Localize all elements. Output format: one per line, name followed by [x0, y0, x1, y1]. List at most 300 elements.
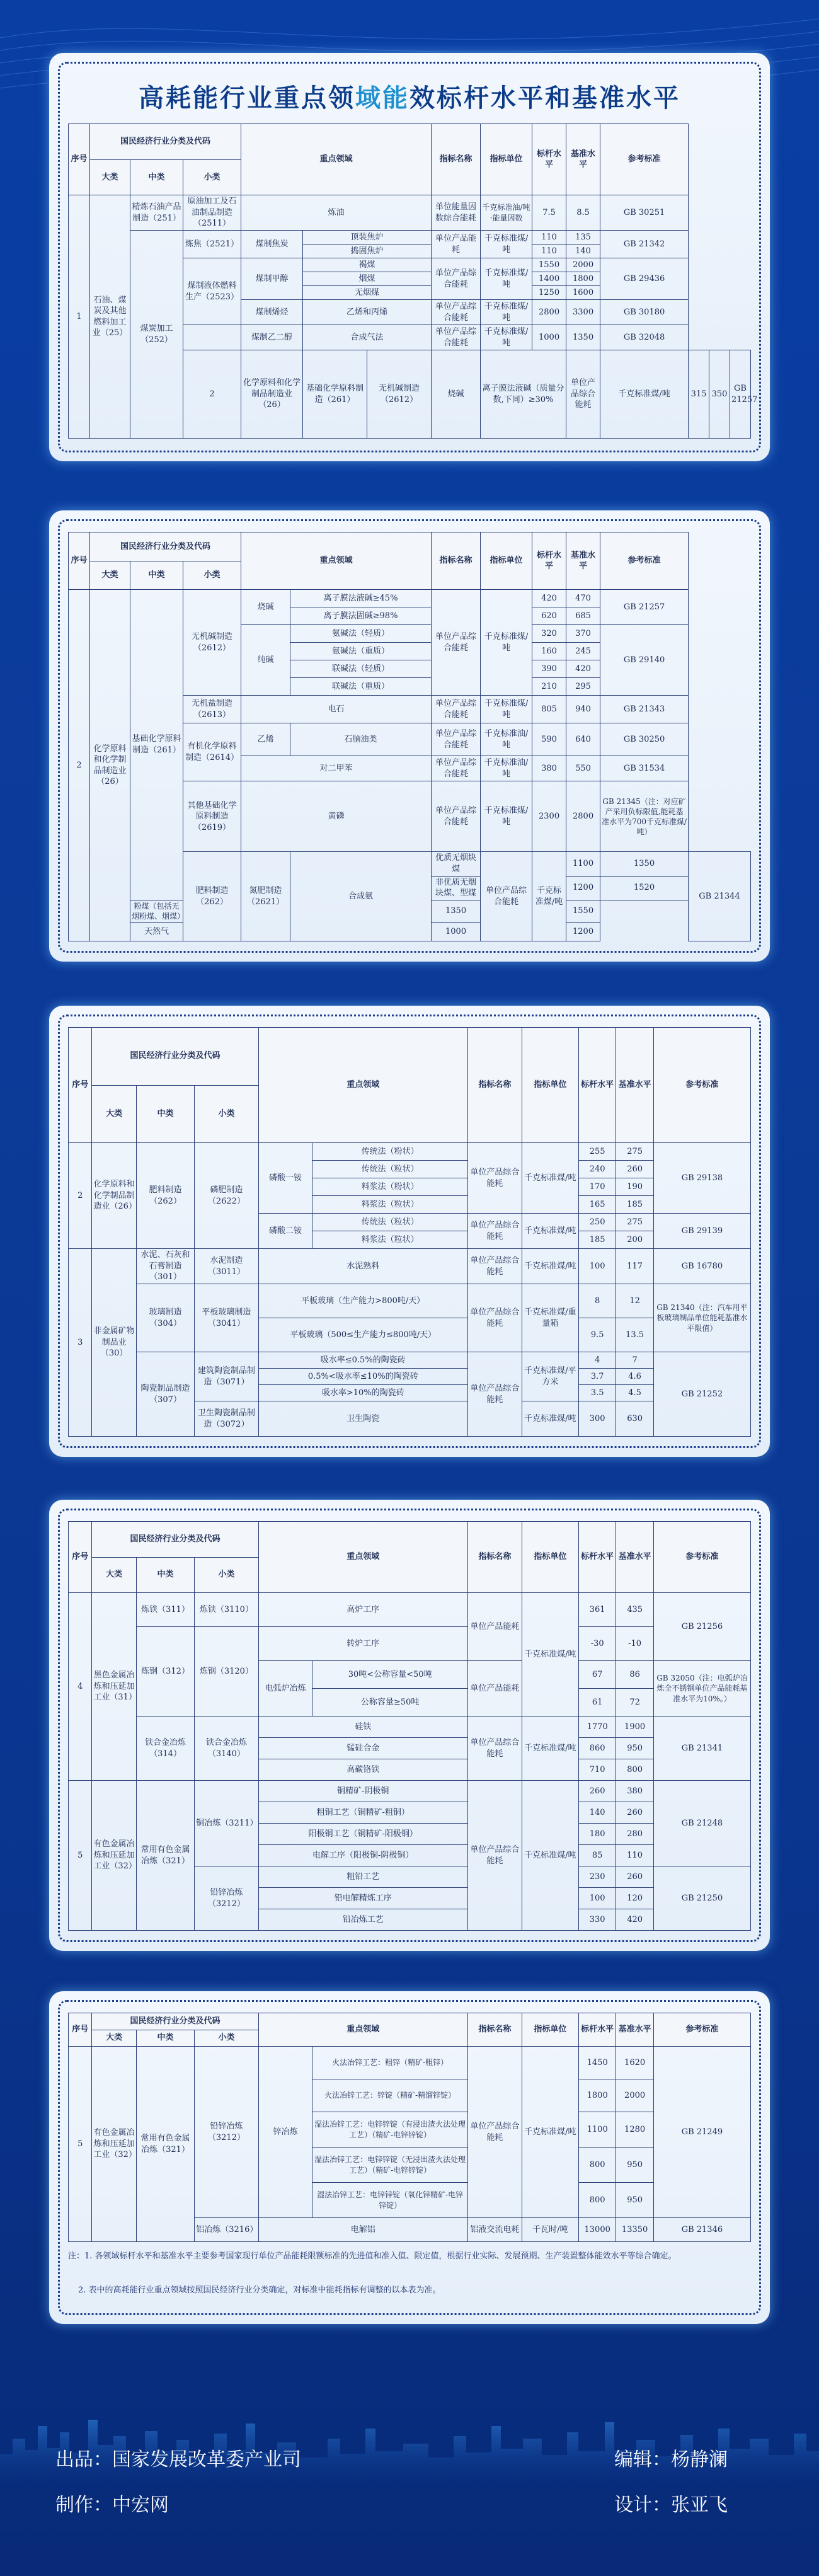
header-std: 参考标准 — [653, 1522, 750, 1593]
table-cell: 950 — [616, 1738, 653, 1759]
table-cell: 805 — [532, 696, 566, 723]
table-cell: 肥料制造（262） — [183, 852, 241, 941]
table-cell: 单位能量因数综合能耗 — [432, 195, 481, 231]
header-minor: 小类 — [183, 159, 241, 195]
table-cell: 煤制甲醇 — [241, 258, 303, 300]
table-cell: 1550 — [532, 258, 566, 272]
table-cell: 无机盐制造（2613） — [183, 696, 241, 723]
table-cell: 平板玻璃（生产能力>800吨/天） — [258, 1284, 467, 1318]
table-cell: 黑色金属冶炼和压延加工业（31） — [92, 1593, 136, 1781]
table-cell: 13000 — [578, 2218, 616, 2242]
table-cell: 117 — [616, 1249, 653, 1284]
header-minor: 小类 — [183, 561, 241, 590]
table-cell: 单位产品综合能耗 — [432, 300, 481, 325]
table-cell: 单位产品综合能耗 — [467, 2047, 522, 2218]
header-bench: 标杆水平 — [578, 1028, 616, 1143]
table-cell: GB 21257 — [730, 350, 751, 439]
table-cell: 粉煤（包括无烟粉煤、烟煤） — [130, 900, 183, 922]
table-cell: 炼焦（2521） — [183, 231, 241, 258]
table-cell: 顶装焦炉 — [303, 231, 432, 244]
table-cell: 合成气法 — [303, 325, 432, 350]
table-cell: 1350 — [600, 852, 689, 876]
table-cell: 捣固焦炉 — [303, 244, 432, 258]
header-econ: 国民经济行业分类及代码 — [90, 124, 241, 160]
table-cell: 单位产品综合能耗 — [432, 756, 481, 781]
table-cell: 160 — [532, 643, 566, 660]
table-cell: 非金属矿物制品业（30） — [92, 1249, 136, 1437]
table-cell: 630 — [616, 1401, 653, 1437]
table-cell: 炼铁（3110） — [195, 1593, 258, 1627]
header-major: 大类 — [92, 1085, 136, 1143]
table-cell: 湿法冶锌工艺：电锌锌锭（无浸出渣火法处理工艺）（精矿-电锌锌锭） — [312, 2148, 468, 2183]
table-cell: 1450 — [578, 2047, 616, 2079]
header-econ: 国民经济行业分类及代码 — [90, 532, 241, 561]
table-cell: 单位产品能耗 — [467, 1593, 522, 1661]
header-seq: 序号 — [69, 532, 90, 590]
table-cell: GB 21252 — [653, 1352, 750, 1437]
table-cell: 烟煤 — [303, 272, 432, 286]
table-cell: 单位产品综合能耗 — [467, 1716, 522, 1781]
table-cell: 传统法（粒状） — [312, 1214, 468, 1231]
table-cell: 吸水率>10%的陶瓷砖 — [258, 1385, 467, 1401]
table-cell: 1770 — [578, 1716, 616, 1738]
table-cell: 乙烯和丙烯 — [303, 300, 432, 325]
table-cell: 940 — [566, 696, 600, 723]
table-cell: 铅锌冶炼（3212） — [195, 2047, 258, 2218]
table-cell: 200 — [616, 1231, 653, 1249]
table-cell: 470 — [566, 590, 600, 607]
table-cell: 天然气 — [130, 923, 183, 941]
header-seq: 序号 — [69, 1522, 92, 1593]
header-indicator: 指标名称 — [467, 1522, 522, 1593]
table-cell: 110 — [616, 1845, 653, 1866]
table-cell: 常用有色金属冶炼（321） — [136, 1781, 194, 1931]
table-cell: 单位产品综合能耗 — [467, 1143, 522, 1214]
table-cell: 水泥、石灰和石膏制造（301） — [136, 1249, 194, 1284]
table-cell: 卫生陶瓷 — [258, 1401, 467, 1437]
header-major: 大类 — [92, 1557, 136, 1593]
table-cell: GB 21257 — [600, 590, 689, 625]
table-cell: 1800 — [566, 272, 600, 286]
benchmark-table-5 — [68, 2013, 751, 2242]
table-cell: 磷酸二铵 — [258, 1214, 312, 1249]
table-cell: 石脑油类 — [290, 723, 432, 756]
table-cell: 390 — [532, 660, 566, 678]
table-cell: GB 21249 — [653, 2047, 750, 2218]
table-cell: 620 — [532, 607, 566, 625]
table-cell: 炼钢（3120） — [195, 1627, 258, 1716]
table-cell: 千克标准煤/吨 — [522, 1143, 578, 1214]
table-cell: 非优质无烟块煤、型煤 — [432, 876, 481, 900]
table-cell: 传统法（粒状） — [312, 1161, 468, 1178]
table-cell: 1250 — [532, 286, 566, 300]
table-cell: 千克标准煤/吨 — [481, 300, 532, 325]
table-cell: 千克标准煤/吨 — [522, 1593, 578, 1716]
header-major: 大类 — [90, 159, 130, 195]
table-cell: 湿法冶锌工艺：电锌锌锭（有浸出渣火法处理工艺）（精矿-电锌锌锭） — [312, 2112, 468, 2148]
table-cell: 435 — [616, 1593, 653, 1627]
table-cell: 280 — [616, 1824, 653, 1845]
header-mid: 中类 — [136, 1085, 194, 1143]
header-mid: 中类 — [130, 561, 183, 590]
header-minor: 小类 — [195, 2030, 258, 2047]
table-cell: GB 21248 — [653, 1781, 750, 1866]
table-cell: 210 — [532, 678, 566, 696]
table-cell: 无机碱制造（2612） — [367, 350, 432, 439]
table-cell: 230 — [578, 1866, 616, 1888]
table-cell: 330 — [578, 1909, 616, 1931]
header-unit: 指标单位 — [522, 2013, 578, 2047]
table-cell: 铁合金冶炼（3140） — [195, 1716, 258, 1781]
table-cell: 1280 — [616, 2112, 653, 2148]
table-cell: 185 — [578, 1231, 616, 1249]
table-cell: GB 30250 — [600, 723, 689, 756]
table-cell: 磷酸一铵 — [258, 1143, 312, 1214]
table-cell: 860 — [578, 1738, 616, 1759]
table-cell: 420 — [566, 660, 600, 678]
header-field: 重点领域 — [258, 2013, 467, 2047]
table-cell: 转炉工序 — [258, 1627, 467, 1661]
table-cell: 煤炭加工（252） — [130, 231, 183, 439]
table-cell: 2 — [69, 1143, 92, 1249]
table-cell: 吸水率≤0.5%的陶瓷砖 — [258, 1352, 467, 1369]
table-cell: 有色金属冶炼和压延加工业（32） — [92, 1781, 136, 1931]
header-econ: 国民经济行业分类及代码 — [92, 1522, 258, 1558]
table-cell: 传统法（粉状） — [312, 1143, 468, 1161]
table-cell: 常用有色金属冶炼（321） — [136, 2047, 194, 2242]
table-cell: 卫生陶瓷制品制造（3072） — [195, 1401, 258, 1437]
table-cell: 铝液交流电耗 — [467, 2218, 522, 2242]
table-cell: 锌冶炼 — [258, 2047, 312, 2218]
header-std: 参考标准 — [653, 2013, 750, 2047]
table-cell: 有色金属冶炼和压延加工业（32） — [92, 2047, 136, 2242]
table-cell: 275 — [616, 1143, 653, 1161]
header-bench: 标杆水平 — [578, 1522, 616, 1593]
table-cell: 电解工序（阳极铜-阴极铜） — [258, 1845, 467, 1866]
table-cell: 单位产品能耗 — [467, 1661, 522, 1716]
header-base: 基准水平 — [566, 532, 600, 590]
table-cell: 1200 — [566, 876, 600, 900]
footnote-1: 注：1. 各领域标杆水平和基准水平主要参考国家现行单位产品能耗限额标准的先进值和准入值、限定值，根据行业实际、发展预期、生产装置整体能效水平等综合确定。 — [68, 2251, 677, 2261]
table-cell: 590 — [532, 723, 566, 756]
table-cell: 2800 — [532, 300, 566, 325]
table-cell: 1620 — [616, 2047, 653, 2079]
table-cell: GB 21342 — [600, 231, 689, 258]
table-cell: 110 — [532, 244, 566, 258]
table-panel-4 — [49, 1500, 770, 1951]
table-cell: 8 — [578, 1284, 616, 1318]
table-cell: 千克标准煤/吨 — [522, 1781, 578, 1931]
table-cell: 240 — [578, 1161, 616, 1178]
benchmark-table-3 — [68, 1027, 751, 1437]
header-minor: 小类 — [195, 1557, 258, 1593]
header-econ: 国民经济行业分类及代码 — [92, 2013, 258, 2030]
table-cell: 420 — [616, 1909, 653, 1931]
header-indicator: 指标名称 — [432, 532, 481, 590]
table-cell: 260 — [616, 1802, 653, 1824]
table-cell: GB 21346 — [653, 2218, 750, 2242]
header-bench: 标杆水平 — [532, 532, 566, 590]
table-cell: 单位产品综合能耗 — [566, 350, 600, 439]
header-econ: 国民经济行业分类及代码 — [92, 1028, 258, 1086]
table-cell: 3300 — [566, 300, 600, 325]
table-cell: 13.5 — [616, 1318, 653, 1352]
table-cell: 140 — [566, 244, 600, 258]
header-mid: 中类 — [130, 159, 183, 195]
table-cell: 2 — [69, 590, 90, 941]
table-cell: GB 21344 — [689, 852, 751, 941]
table-cell: 铅电解精炼工序 — [258, 1888, 467, 1909]
table-cell: 640 — [566, 723, 600, 756]
table-panel-5 — [49, 1991, 770, 2324]
header-std: 参考标准 — [600, 124, 689, 195]
table-cell: 电弧炉冶炼 — [258, 1661, 312, 1716]
table-cell: 千克标准油/吨 — [481, 723, 532, 756]
header-indicator: 指标名称 — [467, 1028, 522, 1143]
table-cell: 千克标准煤/吨 — [522, 1214, 578, 1249]
table-cell: GB 30251 — [600, 195, 689, 231]
table-cell: 粗铅工艺 — [258, 1866, 467, 1888]
table-cell: 67 — [578, 1661, 616, 1689]
table-cell: 千克标准煤/重量箱 — [522, 1284, 578, 1352]
table-cell: 165 — [578, 1196, 616, 1214]
table-cell: 合成氨 — [290, 852, 432, 941]
table-cell: 800 — [578, 2183, 616, 2218]
table-cell: 86 — [616, 1661, 653, 1689]
table-cell: 千克标准煤/吨 — [481, 231, 532, 258]
table-cell: 无烟煤 — [303, 286, 432, 300]
table-cell: 千瓦时/吨 — [522, 2218, 578, 2242]
table-cell: 对二甲苯 — [241, 756, 432, 781]
table-cell: 陶瓷制品制造（307） — [136, 1352, 194, 1437]
table-cell: 粗铜工艺（铜精矿-粗铜） — [258, 1802, 467, 1824]
header-base: 基准水平 — [616, 1028, 653, 1143]
benchmark-table-1 — [68, 124, 758, 439]
table-cell: GB 29138 — [653, 1143, 750, 1214]
table-cell: 1350 — [432, 900, 481, 922]
table-cell: GB 16780 — [653, 1249, 750, 1284]
table-cell: 千克标准煤/吨 — [481, 590, 532, 696]
table-cell: 铅冶炼工艺 — [258, 1909, 467, 1931]
header-field: 重点领域 — [241, 532, 432, 590]
table-cell: 平板玻璃制造（3041） — [195, 1284, 258, 1352]
table-cell: 煤制乙二醇 — [241, 325, 303, 350]
table-cell: 基础化学原料制造（261） — [130, 590, 183, 900]
table-cell: 275 — [616, 1214, 653, 1231]
table-cell: 乙烯 — [241, 723, 290, 756]
table-cell: 炼油 — [241, 195, 432, 231]
table-cell: 千克标准煤/吨 — [522, 1249, 578, 1284]
table-cell: 370 — [566, 625, 600, 643]
table-cell: 315 — [689, 350, 709, 439]
table-cell: 1550 — [566, 900, 600, 922]
credit-editor: 编辑：杨静澜 — [614, 2449, 728, 2471]
header-unit: 指标单位 — [481, 124, 532, 195]
table-cell: 单位产品综合能耗 — [467, 1284, 522, 1352]
table-cell: GB 21340（注：汽车用平板玻璃制品单位能耗基准水平限值） — [653, 1284, 750, 1352]
credit-source: 出品：国家发展改革委产业司 — [55, 2449, 301, 2471]
benchmark-table-4 — [68, 1521, 751, 1931]
table-cell: 电石 — [241, 696, 432, 723]
table-cell: 110 — [532, 231, 566, 244]
table-cell: 铜冶炼（3211） — [195, 1781, 258, 1866]
header-unit: 指标单位 — [522, 1028, 578, 1143]
table-cell: 1000 — [532, 325, 566, 350]
table-cell: 千克标准煤/吨 — [481, 325, 532, 350]
table-cell: 化学原料和化学制品制造业（26） — [241, 350, 303, 439]
table-cell: 精炼石油产品制造（251） — [130, 195, 183, 231]
table-cell: 千克标准煤/吨 — [600, 350, 689, 439]
table-cell: 烧碱 — [432, 350, 481, 439]
header-seq: 序号 — [69, 1028, 92, 1143]
table-cell: 水泥制造（3011） — [195, 1249, 258, 1284]
table-cell: 建筑陶瓷制品制造（3071） — [195, 1352, 258, 1401]
table-cell: 炼钢（312） — [136, 1627, 194, 1716]
table-cell: 料浆法（粒状） — [312, 1196, 468, 1214]
table-cell: 离子膜法液碱≥45% — [290, 590, 432, 607]
table-cell: 单位产品综合能耗 — [432, 325, 481, 350]
table-cell: 高炉工序 — [258, 1593, 467, 1627]
table-cell: 料浆法（粒状） — [312, 1231, 468, 1249]
table-cell: 5 — [69, 2047, 92, 2242]
table-cell: 水泥熟料 — [258, 1249, 467, 1284]
table-cell: 公称容量≥50吨 — [312, 1689, 468, 1716]
header-seq: 序号 — [69, 2013, 92, 2047]
table-cell: 单位产品综合能耗 — [481, 852, 532, 941]
table-cell: 磷肥制造（2622） — [195, 1143, 258, 1249]
table-cell: 单位产品综合能耗 — [467, 1781, 522, 1931]
table-cell: 61 — [578, 1689, 616, 1716]
table-cell: GB 21250 — [653, 1866, 750, 1931]
table-cell: 550 — [566, 756, 600, 781]
table-cell: 平板玻璃（500≤生产能力≤800吨/天） — [258, 1318, 467, 1352]
table-cell: 1 — [69, 195, 90, 439]
table-cell: 千克标准煤/吨 — [481, 258, 532, 300]
table-cell: 单位产品综合能耗 — [467, 1249, 522, 1284]
table-cell: 1400 — [532, 272, 566, 286]
table-cell: GB 32050（注：电弧炉冶炼全不锈钢单位产品能耗基准水平为10%。） — [653, 1661, 750, 1716]
table-cell: 2300 — [532, 781, 566, 852]
footnote-2: 2. 表中的高耗能行业重点领域按照国民经济行业分类确定，对标准中能耗指标有调整的以本表为准。 — [78, 2286, 441, 2295]
table-cell: 300 — [578, 1401, 616, 1437]
table-cell: 氮肥制造（2621） — [241, 852, 290, 941]
table-cell: 260 — [616, 1161, 653, 1178]
table-cell: 单位产品综合能耗 — [467, 1214, 522, 1249]
table-cell: 1100 — [578, 2112, 616, 2148]
table-cell: 单位产品能耗 — [432, 231, 481, 258]
table-cell: 料浆法（粉状） — [312, 1178, 468, 1196]
table-cell: 255 — [578, 1143, 616, 1161]
table-cell: 千克标准煤/吨 — [522, 2047, 578, 2218]
table-cell: 380 — [616, 1781, 653, 1802]
table-cell: 1900 — [616, 1716, 653, 1738]
table-cell: 石油、煤炭及其他燃料加工业（25） — [90, 195, 130, 439]
table-cell: -30 — [578, 1627, 616, 1661]
table-cell: 361 — [578, 1593, 616, 1627]
table-cell: 1350 — [566, 325, 600, 350]
header-unit: 指标单位 — [522, 1522, 578, 1593]
table-cell: 190 — [616, 1178, 653, 1196]
table-cell: 肥料制造（262） — [136, 1143, 194, 1249]
table-cell: 120 — [616, 1888, 653, 1909]
table-cell: 无机碱制造（2612） — [183, 590, 241, 696]
table-cell: 铁合金冶炼（314） — [136, 1716, 194, 1781]
header-seq: 序号 — [69, 124, 90, 195]
table-cell: 千克标准煤/吨 — [532, 852, 566, 941]
table-cell: 72 — [616, 1689, 653, 1716]
table-cell: 2 — [183, 350, 241, 439]
table-cell: 1100 — [566, 852, 600, 876]
table-cell: 离子膜法液碱（质量分数,下同）≥30% — [481, 350, 566, 439]
table-cell: 玻璃制造（304） — [136, 1284, 194, 1352]
table-cell: 140 — [578, 1802, 616, 1824]
table-cell: GB 32048 — [600, 325, 689, 350]
table-cell: 其他基础化学原料制造（2619） — [183, 781, 241, 852]
table-cell: 7 — [616, 1352, 653, 1369]
table-cell: 千克标准煤/吨 — [481, 696, 532, 723]
table-cell: 火法冶锌工艺：粗锌（精矿-粗锌） — [312, 2047, 468, 2079]
table-cell: GB 29436 — [600, 258, 689, 300]
table-cell: 135 — [566, 231, 600, 244]
table-cell: 电解铝 — [258, 2218, 467, 2242]
table-cell: 2000 — [616, 2079, 653, 2112]
header-major: 大类 — [90, 561, 130, 590]
table-cell: 高碳铬铁 — [258, 1759, 467, 1781]
table-cell: 有机化学原料制造（2614） — [183, 723, 241, 781]
table-cell: 3 — [69, 1249, 92, 1437]
table-cell: 优质无烟块煤 — [432, 852, 481, 876]
table-cell: 4 — [578, 1352, 616, 1369]
header-std: 参考标准 — [600, 532, 689, 590]
header-field: 重点领域 — [258, 1522, 467, 1593]
table-cell: 320 — [532, 625, 566, 643]
header-mid: 中类 — [136, 1557, 194, 1593]
table-cell: 煤制焦炭 — [241, 231, 303, 258]
table-cell: 单位产品综合能耗 — [432, 781, 481, 852]
table-cell: 685 — [566, 607, 600, 625]
table-cell: 烧碱 — [241, 590, 290, 625]
table-cell: 0.5%<吸水率≤10%的陶瓷砖 — [258, 1369, 467, 1385]
table-cell: 4.5 — [616, 1385, 653, 1401]
table-cell: GB 29139 — [653, 1214, 750, 1249]
table-cell: 千克标准煤/吨 — [522, 1401, 578, 1437]
table-cell: 100 — [578, 1888, 616, 1909]
table-cell: 铝冶炼（3216） — [195, 2218, 258, 2242]
table-cell: 800 — [578, 2148, 616, 2183]
table-cell: 纯碱 — [241, 625, 290, 696]
header-indicator: 指标名称 — [467, 2013, 522, 2047]
table-cell: 黄磷 — [241, 781, 432, 852]
table-cell: 380 — [532, 756, 566, 781]
header-mid: 中类 — [136, 2030, 194, 2047]
table-cell: 单位产品综合能耗 — [467, 1352, 522, 1437]
table-cell: 2800 — [566, 781, 600, 852]
table-cell: 710 — [578, 1759, 616, 1781]
header-bench: 标杆水平 — [578, 2013, 616, 2047]
table-cell: 氨碱法（重质） — [290, 643, 432, 660]
table-cell: 4 — [69, 1593, 92, 1781]
table-cell: 12 — [616, 1284, 653, 1318]
header-std: 参考标准 — [653, 1028, 750, 1143]
table-cell: 千克标准煤/吨 — [522, 1716, 578, 1781]
header-base: 基准水平 — [616, 2013, 653, 2047]
table-cell: 950 — [616, 2183, 653, 2218]
table-cell: 基础化学原料制造（261） — [303, 350, 367, 439]
table-cell: GB 29140 — [600, 625, 689, 696]
table-cell: 185 — [616, 1196, 653, 1214]
table-cell: 铅锌冶炼（3212） — [195, 1866, 258, 1931]
table-cell: 180 — [578, 1824, 616, 1845]
